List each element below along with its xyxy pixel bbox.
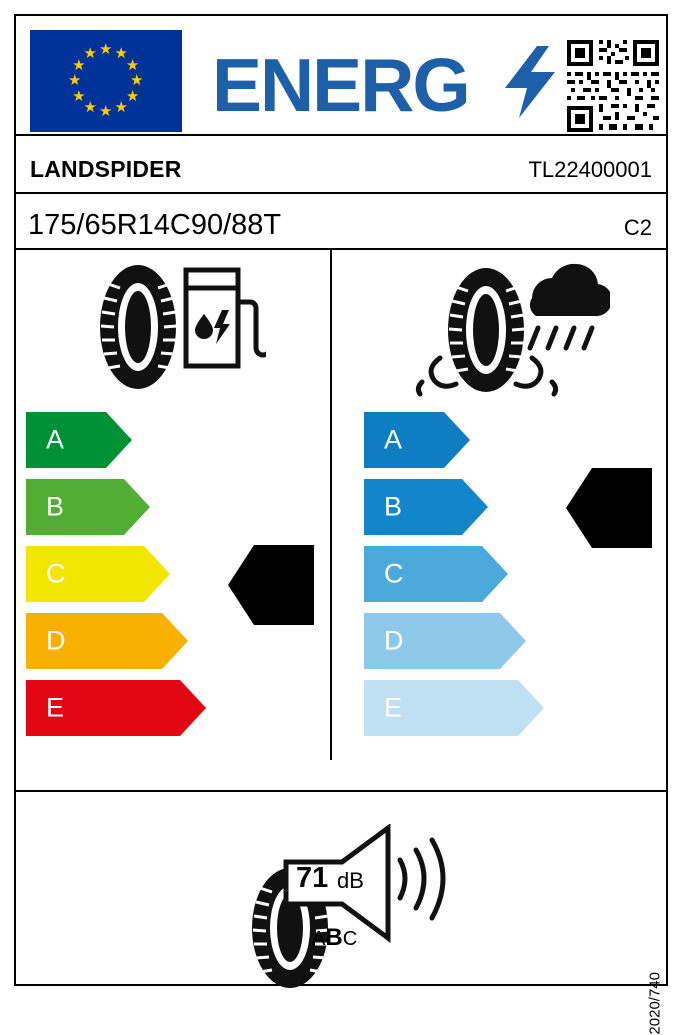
grade-bar-e — [364, 680, 614, 736]
wet-rating-chip — [566, 468, 652, 615]
eu-star: ★ — [99, 103, 113, 120]
type-identifier: TL22400001 — [528, 157, 652, 182]
grade-bar-a — [364, 412, 614, 468]
lightning-bolt-icon — [503, 46, 557, 118]
noise-class-scale — [312, 924, 357, 952]
fuel-rating-arrow — [228, 545, 314, 625]
wet-rating-arrow — [566, 468, 652, 548]
eu-star: ★ — [72, 56, 86, 74]
eu-star: ★ — [83, 98, 97, 116]
grade-letter: A — [384, 424, 403, 455]
grade-arrow — [26, 412, 132, 468]
eu-star: ★ — [114, 45, 128, 63]
grade-arrow — [364, 479, 488, 535]
fuel-pump-icon — [186, 270, 266, 366]
noise-section — [0, 806, 682, 996]
grade-letter: E — [384, 692, 403, 723]
wet-rating-letter: B — [601, 570, 631, 615]
noise-class-a: A — [312, 928, 326, 950]
divider-vertical — [330, 248, 332, 760]
grade-letter: B — [384, 491, 403, 522]
eu-star: ★ — [83, 45, 97, 63]
tyre-icon — [100, 265, 177, 389]
noise-class-c: C — [342, 928, 358, 950]
grade-letter: C — [384, 558, 404, 589]
energy-wordmark: ENERG — [212, 43, 469, 127]
divider-noise — [16, 790, 666, 792]
eu-star: ★ — [72, 87, 86, 105]
grade-letter: E — [46, 692, 65, 723]
divider-brand — [16, 192, 666, 194]
grade-letter: D — [384, 625, 404, 656]
grade-letter: D — [46, 625, 66, 656]
rain-cloud-icon — [530, 264, 610, 348]
tyre-class: C2 — [623, 215, 652, 240]
eu-star: ★ — [130, 72, 144, 89]
divider-size — [16, 248, 666, 250]
noise-pictogram — [228, 824, 458, 992]
fuel-efficiency-pictogram — [86, 262, 266, 392]
qr-code-icon — [565, 38, 661, 134]
fuel-rating-chip — [228, 545, 314, 692]
fuel-rating-letter: C — [263, 647, 293, 692]
grade-bar-a — [26, 412, 276, 468]
grade-letter: C — [46, 558, 66, 589]
eu-star: ★ — [68, 72, 82, 89]
eu-flag-icon — [30, 30, 182, 132]
wet-grip-pictogram — [400, 262, 610, 402]
eu-star: ★ — [125, 87, 140, 105]
grade-letter: B — [46, 491, 65, 522]
noise-class-b: B — [325, 924, 343, 951]
noise-value: 71 — [296, 862, 329, 894]
brand-name: LANDSPIDER — [30, 156, 182, 182]
eu-star: ★ — [114, 98, 128, 116]
regulation-reference: 2020/740 — [647, 972, 664, 1035]
eu-star: ★ — [99, 41, 113, 58]
sound-waves-icon — [400, 840, 443, 918]
noise-unit: dB — [337, 868, 364, 893]
tyre-size: 175/65R14C90/88T — [28, 209, 282, 241]
grade-arrow — [26, 479, 150, 535]
divider-header — [16, 134, 666, 136]
grade-arrow — [364, 412, 470, 468]
label-header — [16, 16, 666, 132]
eu-star: ★ — [125, 56, 140, 74]
grade-bar-b — [26, 479, 276, 535]
grade-letter: A — [46, 424, 65, 455]
